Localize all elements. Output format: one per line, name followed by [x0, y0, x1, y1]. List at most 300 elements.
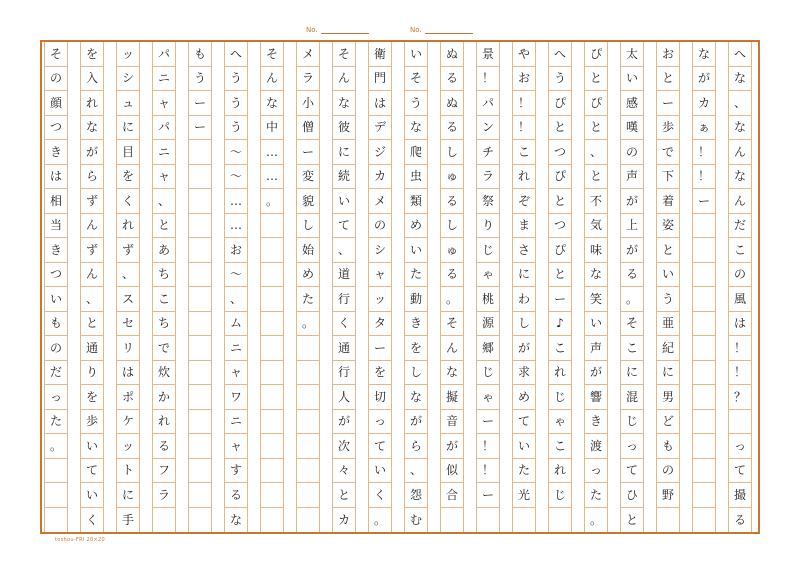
- manuscript-cell: 下: [656, 165, 680, 190]
- manuscript-cell: ～: [224, 263, 248, 288]
- manuscript-cell: [692, 263, 716, 288]
- manuscript-column: [584, 42, 608, 532]
- manuscript-cell: [260, 483, 284, 508]
- manuscript-cell: …: [260, 165, 284, 190]
- manuscript-cell: 源: [476, 312, 500, 337]
- manuscript-column: [224, 42, 248, 532]
- manuscript-cell: る: [728, 508, 752, 533]
- manuscript-column: [692, 42, 716, 532]
- manuscript-column: [116, 42, 140, 532]
- manuscript-cell: こ: [512, 140, 536, 165]
- manuscript-cell: ト: [116, 459, 140, 484]
- manuscript-cell: 不: [584, 189, 608, 214]
- manuscript-cell: 太: [620, 42, 644, 67]
- manuscript-cell: を: [116, 165, 140, 190]
- manuscript-cell: ぴ: [548, 238, 572, 263]
- manuscript-cell: [260, 263, 284, 288]
- manuscript-cell: と: [152, 214, 176, 239]
- manuscript-cell: は: [728, 312, 752, 337]
- manuscript-cell: っ: [620, 434, 644, 459]
- manuscript-cell: た: [44, 410, 68, 435]
- manuscript-cell: じ: [548, 483, 572, 508]
- manuscript-cell: 行: [332, 287, 356, 312]
- manuscript-cell: 当: [44, 214, 68, 239]
- manuscript-cell: ス: [116, 287, 140, 312]
- manuscript-column: [404, 42, 428, 532]
- manuscript-cell: ！: [476, 67, 500, 92]
- manuscript-cell: 行: [332, 361, 356, 386]
- manuscript-cell: [188, 483, 212, 508]
- manuscript-cell: …: [224, 189, 248, 214]
- manuscript-cell: 桃: [476, 287, 500, 312]
- manuscript-cell: な: [584, 263, 608, 288]
- manuscript-cell: 道: [332, 263, 356, 288]
- manuscript-cell: 始: [296, 238, 320, 263]
- manuscript-column: [260, 42, 284, 532]
- manuscript-cell: う: [188, 67, 212, 92]
- manuscript-cell: [260, 459, 284, 484]
- manuscript-cell: こ: [548, 434, 572, 459]
- manuscript-cell: ♪: [548, 312, 572, 337]
- manuscript-cell: ャ: [224, 434, 248, 459]
- manuscript-cell: る: [440, 116, 464, 141]
- manuscript-cell: い: [80, 434, 104, 459]
- manuscript-cell: ぴ: [584, 42, 608, 67]
- manuscript-cell: り: [80, 361, 104, 386]
- manuscript-cell: [728, 410, 752, 435]
- manuscript-cell: ャ: [152, 91, 176, 116]
- manuscript-cell: [296, 483, 320, 508]
- manuscript-cell: 響: [584, 385, 608, 410]
- manuscript-cell: パ: [476, 91, 500, 116]
- manuscript-cell: フ: [152, 459, 176, 484]
- manuscript-cell: し: [296, 214, 320, 239]
- manuscript-cell: だ: [44, 361, 68, 386]
- manuscript-cell: [692, 287, 716, 312]
- manuscript-cell: ジ: [368, 140, 392, 165]
- manuscript-cell: 中: [260, 116, 284, 141]
- manuscript-cell: 声: [620, 165, 644, 190]
- manuscript-cell: ニ: [224, 336, 248, 361]
- manuscript-cell: を: [404, 336, 428, 361]
- manuscript-cell: ん: [332, 67, 356, 92]
- manuscript-cell: ケ: [116, 410, 140, 435]
- manuscript-column: [188, 42, 212, 532]
- manuscript-cell: [188, 263, 212, 288]
- manuscript-cell: う: [224, 116, 248, 141]
- manuscript-cell: タ: [368, 312, 392, 337]
- manuscript-cell: お: [512, 67, 536, 92]
- manuscript-cell: と: [584, 116, 608, 141]
- manuscript-cell: 味: [584, 238, 608, 263]
- manuscript-cell: [692, 385, 716, 410]
- manuscript-column: [548, 42, 572, 532]
- manuscript-cell: ま: [512, 214, 536, 239]
- manuscript-column: [296, 42, 320, 532]
- manuscript-cell: い: [80, 483, 104, 508]
- manuscript-cell: 人: [332, 385, 356, 410]
- manuscript-cell: 通: [332, 336, 356, 361]
- manuscript-cell: じ: [476, 238, 500, 263]
- manuscript-cell: が: [692, 67, 716, 92]
- manuscript-cell: っ: [44, 385, 68, 410]
- manuscript-cell: 、: [728, 91, 752, 116]
- manuscript-cell: が: [584, 361, 608, 386]
- manuscript-cell: 変: [296, 165, 320, 190]
- manuscript-cell: ン: [476, 116, 500, 141]
- manuscript-cell: が: [512, 336, 536, 361]
- manuscript-cell: 。: [584, 508, 608, 533]
- manuscript-cell: じ: [620, 410, 644, 435]
- manuscript-cell: ニ: [152, 140, 176, 165]
- manuscript-cell: き: [44, 140, 68, 165]
- manuscript-cell: 動: [404, 287, 428, 312]
- manuscript-cell: へ: [548, 42, 572, 67]
- manuscript-cell: も: [656, 434, 680, 459]
- manuscript-cell: [296, 385, 320, 410]
- manuscript-cell: く: [116, 189, 140, 214]
- manuscript-cell: ぬ: [440, 42, 464, 67]
- page-number-field-2: [410, 26, 473, 34]
- manuscript-cell: 風: [728, 287, 752, 312]
- manuscript-cell: ー: [656, 91, 680, 116]
- manuscript-cell: わ: [512, 287, 536, 312]
- manuscript-cell: に: [116, 483, 140, 508]
- manuscript-cell: た: [404, 263, 428, 288]
- manuscript-cell: [440, 508, 464, 533]
- manuscript-cell: [188, 189, 212, 214]
- manuscript-cell: い: [620, 67, 644, 92]
- manuscript-cell: 、: [404, 459, 428, 484]
- manuscript-cell: カ: [332, 508, 356, 533]
- manuscript-column: [80, 42, 104, 532]
- manuscript-cell: ラ: [476, 165, 500, 190]
- manuscript-cell: て: [80, 459, 104, 484]
- manuscript-cell: 求: [512, 361, 536, 386]
- manuscript-cell: 虫: [404, 165, 428, 190]
- manuscript-cell: う: [404, 91, 428, 116]
- manuscript-cell: と: [548, 189, 572, 214]
- manuscript-cell: の: [44, 336, 68, 361]
- manuscript-cell: ら: [404, 434, 428, 459]
- manuscript-cell: な: [404, 385, 428, 410]
- manuscript-cell: に: [620, 361, 644, 386]
- manuscript-cell: 、: [116, 263, 140, 288]
- manuscript-cell: っ: [584, 459, 608, 484]
- manuscript-cell: ッ: [368, 287, 392, 312]
- manuscript-cell: ゃ: [548, 410, 572, 435]
- manuscript-cell: カ: [368, 165, 392, 190]
- manuscript-cell: 目: [116, 140, 140, 165]
- manuscript-cell: と: [548, 263, 572, 288]
- manuscript-cell: [44, 508, 68, 533]
- manuscript-cell: ぴ: [584, 91, 608, 116]
- paper-brand: toshou-FRI 20×20: [55, 537, 105, 543]
- manuscript-cell: な: [728, 165, 752, 190]
- manuscript-cell: 続: [332, 165, 356, 190]
- manuscript-cell: つ: [548, 140, 572, 165]
- manuscript-cell: [188, 459, 212, 484]
- manuscript-cell: へ: [224, 42, 248, 67]
- manuscript-cell: 。: [44, 434, 68, 459]
- manuscript-cell: が: [620, 189, 644, 214]
- manuscript-column: [620, 42, 644, 532]
- manuscript-cell: [188, 238, 212, 263]
- manuscript-cell: [692, 508, 716, 533]
- manuscript-cell: し: [440, 140, 464, 165]
- manuscript-cell: [692, 214, 716, 239]
- manuscript-cell: き: [44, 238, 68, 263]
- manuscript-cell: め: [512, 385, 536, 410]
- manuscript-cell: 炊: [152, 361, 176, 386]
- manuscript-cell: 着: [656, 189, 680, 214]
- manuscript-cell: の: [44, 67, 68, 92]
- manuscript-cell: [260, 238, 284, 263]
- manuscript-cell: [296, 434, 320, 459]
- manuscript-cell: に: [116, 116, 140, 141]
- manuscript-cell: 。: [440, 287, 464, 312]
- manuscript-cell: つ: [44, 116, 68, 141]
- manuscript-cell: ？: [728, 385, 752, 410]
- manuscript-cell: 嘆: [620, 116, 644, 141]
- manuscript-cell: ち: [152, 263, 176, 288]
- manuscript-cell: ぬ: [440, 91, 464, 116]
- manuscript-cell: [260, 361, 284, 386]
- manuscript-cell: [476, 508, 500, 533]
- manuscript-cell: 小: [296, 91, 320, 116]
- manuscript-cell: 光: [512, 483, 536, 508]
- manuscript-cell: ラ: [296, 67, 320, 92]
- page-number-label-2: No.: [410, 26, 422, 34]
- manuscript-column: [476, 42, 500, 532]
- manuscript-cell: で: [656, 140, 680, 165]
- manuscript-cell: い: [404, 42, 428, 67]
- manuscript-cell: ～: [224, 165, 248, 190]
- manuscript-cell: ぴ: [548, 165, 572, 190]
- manuscript-cell: ャ: [152, 165, 176, 190]
- manuscript-cell: [260, 434, 284, 459]
- manuscript-cell: ワ: [224, 385, 248, 410]
- manuscript-column: [656, 42, 680, 532]
- manuscript-cell: 野: [656, 483, 680, 508]
- manuscript-cell: に: [512, 263, 536, 288]
- manuscript-cell: 。: [620, 287, 644, 312]
- manuscript-cell: な: [404, 116, 428, 141]
- manuscript-cell: が: [332, 410, 356, 435]
- manuscript-cell: [188, 336, 212, 361]
- manuscript-cell: い: [656, 263, 680, 288]
- manuscript-cell: [548, 508, 572, 533]
- manuscript-cell: す: [224, 459, 248, 484]
- manuscript-cell: が: [620, 238, 644, 263]
- manuscript-cell: パ: [152, 42, 176, 67]
- manuscript-cell: ん: [440, 336, 464, 361]
- manuscript-cell: 々: [332, 459, 356, 484]
- manuscript-cell: シ: [116, 67, 140, 92]
- manuscript-cell: ゅ: [440, 238, 464, 263]
- manuscript-cell: 姿: [656, 214, 680, 239]
- manuscript-cell: っ: [728, 434, 752, 459]
- manuscript-cell: の: [656, 459, 680, 484]
- manuscript-cell: [260, 214, 284, 239]
- manuscript-cell: た: [512, 459, 536, 484]
- manuscript-cell: 混: [620, 385, 644, 410]
- manuscript-cell: カ: [692, 91, 716, 116]
- manuscript-cell: は: [116, 361, 140, 386]
- manuscript-cell: て: [332, 214, 356, 239]
- manuscript-cell: る: [152, 434, 176, 459]
- manuscript-cell: た: [296, 287, 320, 312]
- manuscript-cell: [188, 140, 212, 165]
- manuscript-cell: な: [440, 361, 464, 386]
- manuscript-cell: [188, 165, 212, 190]
- manuscript-cell: だ: [728, 214, 752, 239]
- manuscript-cell: [260, 385, 284, 410]
- manuscript-cell: ッ: [116, 42, 140, 67]
- manuscript-cell: [152, 508, 176, 533]
- manuscript-cell: シ: [368, 238, 392, 263]
- manuscript-cell: 入: [80, 67, 104, 92]
- manuscript-cell: な: [332, 91, 356, 116]
- manuscript-cell: 上: [620, 214, 644, 239]
- manuscript-cell: が: [404, 410, 428, 435]
- manuscript-cell: リ: [116, 336, 140, 361]
- manuscript-cell: そ: [404, 67, 428, 92]
- manuscript-cell: ！: [512, 91, 536, 116]
- manuscript-cell: 、: [152, 189, 176, 214]
- manuscript-cell: チ: [476, 140, 500, 165]
- manuscript-column: [728, 42, 752, 532]
- manuscript-cell: れ: [548, 361, 572, 386]
- manuscript-cell: パ: [152, 116, 176, 141]
- manuscript-cell: り: [476, 214, 500, 239]
- manuscript-cell: る: [440, 67, 464, 92]
- manuscript-cell: ど: [656, 410, 680, 435]
- manuscript-cell: く: [80, 508, 104, 533]
- manuscript-column: [152, 42, 176, 532]
- manuscript-cell: で: [152, 336, 176, 361]
- manuscript-cell: ！: [476, 459, 500, 484]
- manuscript-cell: き: [404, 312, 428, 337]
- manuscript-cell: お: [656, 42, 680, 67]
- manuscript-cell: 歩: [656, 116, 680, 141]
- manuscript-cell: 男: [656, 385, 680, 410]
- manuscript-cell: 切: [368, 385, 392, 410]
- manuscript-cell: こ: [548, 336, 572, 361]
- manuscript-cell: れ: [512, 165, 536, 190]
- manuscript-cell: [692, 434, 716, 459]
- manuscript-cell: は: [368, 91, 392, 116]
- manuscript-cell: [692, 312, 716, 337]
- manuscript-cell: [188, 508, 212, 533]
- manuscript-cell: に: [656, 361, 680, 386]
- manuscript-cell: 顔: [44, 91, 68, 116]
- manuscript-cell: [188, 287, 212, 312]
- manuscript-cell: 景: [476, 42, 500, 67]
- manuscript-cell: な: [692, 42, 716, 67]
- manuscript-cell: 、: [332, 238, 356, 263]
- manuscript-cell: と: [656, 238, 680, 263]
- manuscript-cell: 紀: [656, 336, 680, 361]
- manuscript-cell: [692, 459, 716, 484]
- manuscript-cell: も: [44, 312, 68, 337]
- manuscript-cell: ー: [476, 410, 500, 435]
- manuscript-cell: き: [584, 410, 608, 435]
- manuscript-cell: 。: [368, 508, 392, 533]
- manuscript-cell: [44, 483, 68, 508]
- manuscript-cell: 音: [440, 410, 464, 435]
- manuscript-cell: ー: [476, 483, 500, 508]
- manuscript-cell: [188, 410, 212, 435]
- manuscript-cell: の: [368, 214, 392, 239]
- manuscript-cell: 祭: [476, 189, 500, 214]
- manuscript-cell: を: [80, 42, 104, 67]
- manuscript-cell: る: [620, 263, 644, 288]
- manuscript-cell: ー: [548, 287, 572, 312]
- manuscript-cell: ず: [80, 189, 104, 214]
- manuscript-cell: ひ: [620, 483, 644, 508]
- manuscript-cell: 、: [224, 287, 248, 312]
- manuscript-cell: [692, 238, 716, 263]
- manuscript-cell: か: [152, 385, 176, 410]
- manuscript-cell: 渡: [584, 434, 608, 459]
- manuscript-cell: う: [656, 287, 680, 312]
- manuscript-cell: ラ: [152, 483, 176, 508]
- manuscript-cell: ニ: [224, 410, 248, 435]
- manuscript-cell: こ: [152, 287, 176, 312]
- manuscript-cell: [512, 508, 536, 533]
- manuscript-cell: …: [224, 214, 248, 239]
- manuscript-cell: ん: [80, 214, 104, 239]
- manuscript-cell: [260, 508, 284, 533]
- manuscript-cell: の: [728, 263, 752, 288]
- manuscript-cell: な: [728, 67, 752, 92]
- manuscript-cell: い: [44, 287, 68, 312]
- manuscript-cell: 、: [584, 140, 608, 165]
- manuscript-cell: [692, 410, 716, 435]
- manuscript-cell: そ: [620, 312, 644, 337]
- manuscript-cell: な: [260, 91, 284, 116]
- manuscript-cell: め: [404, 214, 428, 239]
- manuscript-cell: [260, 312, 284, 337]
- manuscript-cell: ぁ: [692, 116, 716, 141]
- manuscript-column: [368, 42, 392, 532]
- manuscript-cell: と: [584, 165, 608, 190]
- manuscript-cell: と: [548, 116, 572, 141]
- manuscript-cell: 。: [296, 312, 320, 337]
- manuscript-cell: ず: [80, 238, 104, 263]
- manuscript-cell: な: [80, 116, 104, 141]
- manuscript-cell: る: [440, 263, 464, 288]
- manuscript-cell: 郷: [476, 336, 500, 361]
- manuscript-cell: ！: [728, 336, 752, 361]
- manuscript-cell: が: [80, 140, 104, 165]
- manuscript-cell: [260, 410, 284, 435]
- manuscript-cell: [296, 336, 320, 361]
- manuscript-cell: ！: [692, 140, 716, 165]
- manuscript-cell: を: [368, 361, 392, 386]
- manuscript-cell: ！: [476, 434, 500, 459]
- manuscript-cell: そ: [332, 42, 356, 67]
- manuscript-cell: 相: [44, 189, 68, 214]
- manuscript-cell: [296, 508, 320, 533]
- manuscript-cell: ！: [692, 165, 716, 190]
- manuscript-cell: ム: [224, 312, 248, 337]
- manuscript-cell: た: [584, 483, 608, 508]
- manuscript-cell: 怨: [404, 483, 428, 508]
- manuscript-cell: ー: [296, 140, 320, 165]
- manuscript-column: [44, 42, 68, 532]
